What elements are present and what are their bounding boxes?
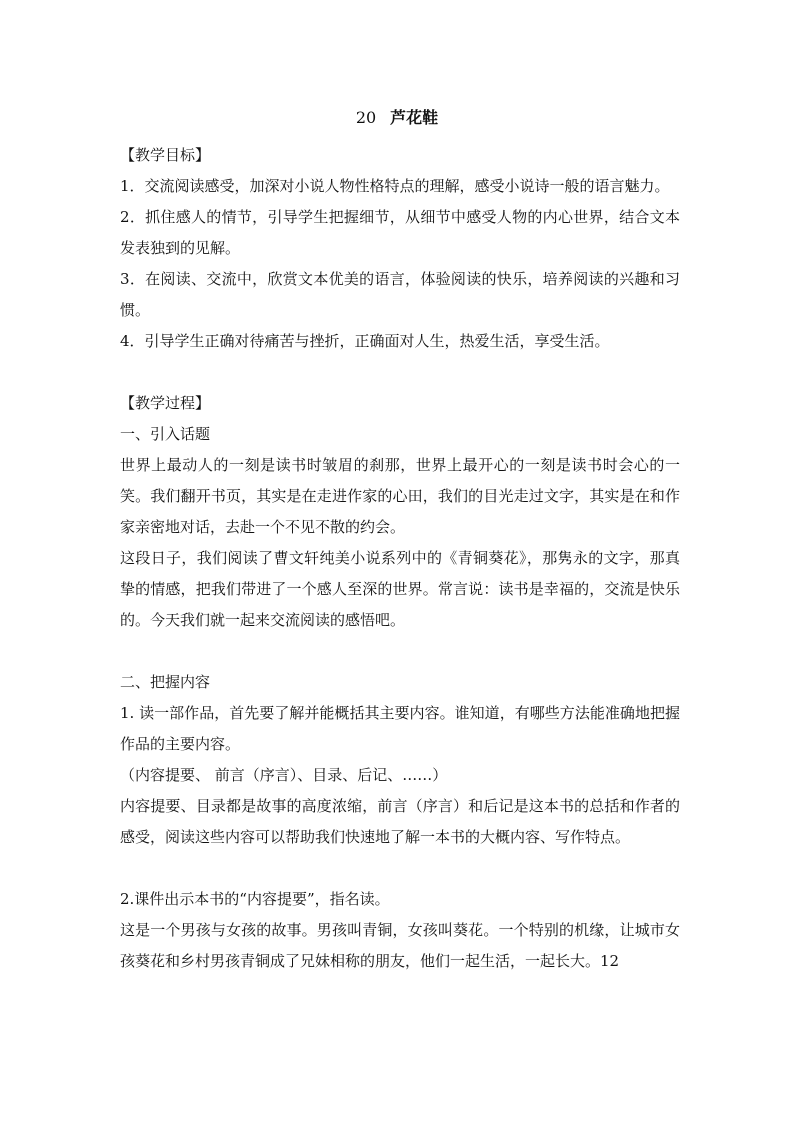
paragraph-intro-2: 这段日子，我们阅读了曹文轩纯美小说系列中的《青铜葵花》，那隽永的文字，那真挚的情感，把我们带进了一个感人至深的世界。常言说：读书是幸福的，交流是快乐的。今天我们就一起来交流阅读的感悟吧。 — [120, 549, 680, 629]
paragraph-content-1: 1. 读一部作品，首先要了解并能概括其主要内容。谁知道，有哪些方法能准确地把握作品的主要内容。 — [120, 704, 680, 753]
section-heading-objectives: 【教学目标】 — [120, 146, 211, 164]
document-body — [120, 140, 680, 977]
paragraph-content-3: 2.课件出示本书的“内容提要”，指名读。 — [120, 890, 390, 908]
objective-1: 1．交流阅读感受，加深对小说人物性格特点的理解，感受小说诗一般的语言魅力。 — [120, 177, 670, 195]
section-heading-process: 【教学过程】 — [120, 394, 211, 412]
blank-line — [120, 853, 680, 884]
subheading-grasp-content: 二、把握内容 — [120, 673, 211, 691]
lesson-number: 20 — [355, 108, 377, 127]
objective-3: 3．在阅读、交流中，欣赏文本优美的语言，体验阅读的快乐，培养阅读的兴趣和习惯。 — [120, 270, 680, 319]
lesson-title: 芦花鞋 — [390, 108, 439, 127]
paragraph-content-2: 内容提要、目录都是故事的高度浓缩，前言（序言）和后记是这本书的总括和作者的感受，阅读这些内容可以帮助我们快速地了解一本书的大概内容、写作特点。 — [120, 797, 680, 846]
paragraph-content-methods: （内容提要、 前言（序言）、目录、后记、……） — [120, 766, 448, 784]
objective-4: 4．引导学生正确对待痛苦与挫折，正确面对人生，热爱生活，享受生活。 — [120, 332, 610, 350]
subheading-introduce-topic: 一、引入话题 — [120, 425, 211, 443]
page-title — [0, 108, 794, 128]
blank-line — [120, 636, 680, 667]
paragraph-intro-1: 世界上最动人的一刻是读书时皱眉的刹那，世界上最开心的一刻是读书时会心的一笑。我们翻开书页，其实是在走进作家的心田，我们的目光走过文字，其实是在和作家亲密地对话，去赴一个不见不散的约会。 — [120, 456, 680, 536]
blank-line — [120, 357, 680, 388]
paragraph-summary: 这是一个男孩与女孩的故事。男孩叫青铜，女孩叫葵花。一个特别的机缘，让城市女孩葵花和乡村男孩青铜成了兄妹相称的朋友，他们一起生活，一起长大。12 — [120, 921, 680, 970]
objective-2: 2．抓住感人的情节，引导学生把握细节，从细节中感受人物的内心世界，结合文本发表独到的见解。 — [120, 208, 680, 257]
